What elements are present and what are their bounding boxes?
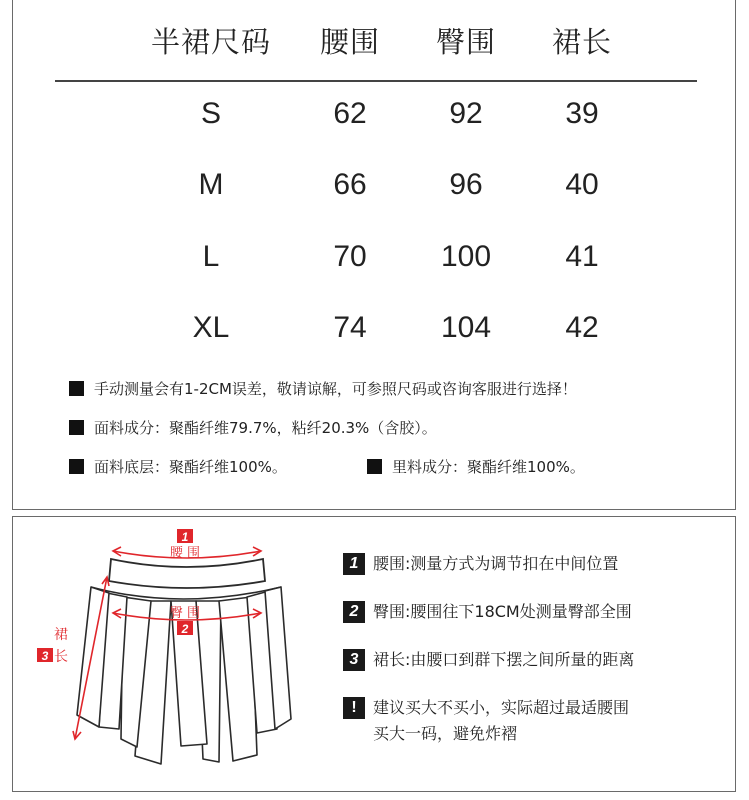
header-divider bbox=[55, 80, 697, 82]
note-text: 手动测量会有1-2CM误差，敬请谅解，可参照尺码或咨询客服进行选择！ bbox=[94, 380, 577, 398]
size-cell: XL bbox=[192, 311, 230, 344]
advice-line-2: 买大一码，避免炸褶 bbox=[373, 724, 518, 743]
length-label-1: 裙 bbox=[54, 627, 68, 643]
legend-item-waist bbox=[343, 553, 618, 577]
header-hip: 臀围 bbox=[435, 25, 496, 59]
note-text: 里料成分：聚酯纤维100%。 bbox=[392, 458, 585, 476]
number-badge-3: 3 bbox=[343, 649, 365, 671]
legend-text: 裙长:由腰口到群下摆之间所量的距离 bbox=[373, 650, 635, 669]
size-cell: S bbox=[200, 97, 221, 130]
advice-line-1: 建议买大不买小，实际超过最适腰围 bbox=[373, 698, 630, 717]
number-badge-2: 2 bbox=[343, 601, 365, 623]
note-text: 面料底层：聚酯纤维100%。 bbox=[94, 458, 287, 476]
header-waist: 腰围 bbox=[319, 25, 380, 59]
skirt-diagram bbox=[41, 529, 311, 779]
legend-text bbox=[373, 695, 629, 747]
waist-cell: 74 bbox=[333, 311, 367, 344]
waist-badge-number: 1 bbox=[181, 530, 189, 544]
bullet-square-icon bbox=[69, 381, 84, 396]
note-lining bbox=[367, 456, 585, 477]
length-cell: 42 bbox=[565, 311, 599, 344]
bullet-square-icon bbox=[69, 459, 84, 474]
hip-label: 臀 围 bbox=[169, 606, 201, 621]
waist-label: 腰 围 bbox=[169, 546, 201, 561]
hip-cell: 104 bbox=[440, 311, 492, 344]
size-cell: L bbox=[202, 240, 220, 273]
legend-text: 臀围:腰围往下18CM处测量臀部全围 bbox=[373, 602, 632, 621]
exclamation-icon: ! bbox=[343, 697, 365, 719]
legend-text: 腰围:测量方式为调节扣在中间位置 bbox=[373, 554, 619, 573]
skirt-waistband bbox=[109, 559, 265, 588]
note-base-layer bbox=[69, 456, 287, 477]
legend-item-hip bbox=[343, 601, 632, 625]
note-fabric bbox=[69, 417, 437, 438]
note-text: 面料成分：聚酯纤维79.7%，粘纤20.3%（含胶）。 bbox=[94, 419, 437, 437]
note-measurement bbox=[69, 378, 577, 399]
legend-item-length bbox=[343, 649, 634, 673]
waist-cell: 66 bbox=[333, 168, 367, 201]
size-cell: M bbox=[198, 168, 224, 201]
hip-cell: 92 bbox=[449, 97, 483, 130]
bullet-square-icon bbox=[367, 459, 382, 474]
length-label-2: 长 bbox=[54, 649, 68, 665]
measurement-guide-panel bbox=[12, 516, 736, 792]
size-chart-panel bbox=[12, 0, 736, 510]
number-badge-1: 1 bbox=[343, 553, 365, 575]
header-length: 裙长 bbox=[551, 25, 612, 59]
waist-cell: 70 bbox=[333, 240, 367, 273]
legend-item-advice bbox=[343, 697, 629, 747]
length-badge-number: 3 bbox=[41, 649, 49, 663]
hip-badge-number: 2 bbox=[181, 622, 189, 636]
header-size: 半裙尺码 bbox=[150, 25, 271, 59]
waist-cell: 62 bbox=[333, 97, 367, 130]
length-cell: 40 bbox=[565, 168, 599, 201]
bullet-square-icon bbox=[69, 420, 84, 435]
length-cell: 41 bbox=[565, 240, 599, 273]
hip-cell: 100 bbox=[440, 240, 492, 273]
hip-cell: 96 bbox=[449, 168, 483, 201]
length-cell: 39 bbox=[565, 97, 599, 130]
